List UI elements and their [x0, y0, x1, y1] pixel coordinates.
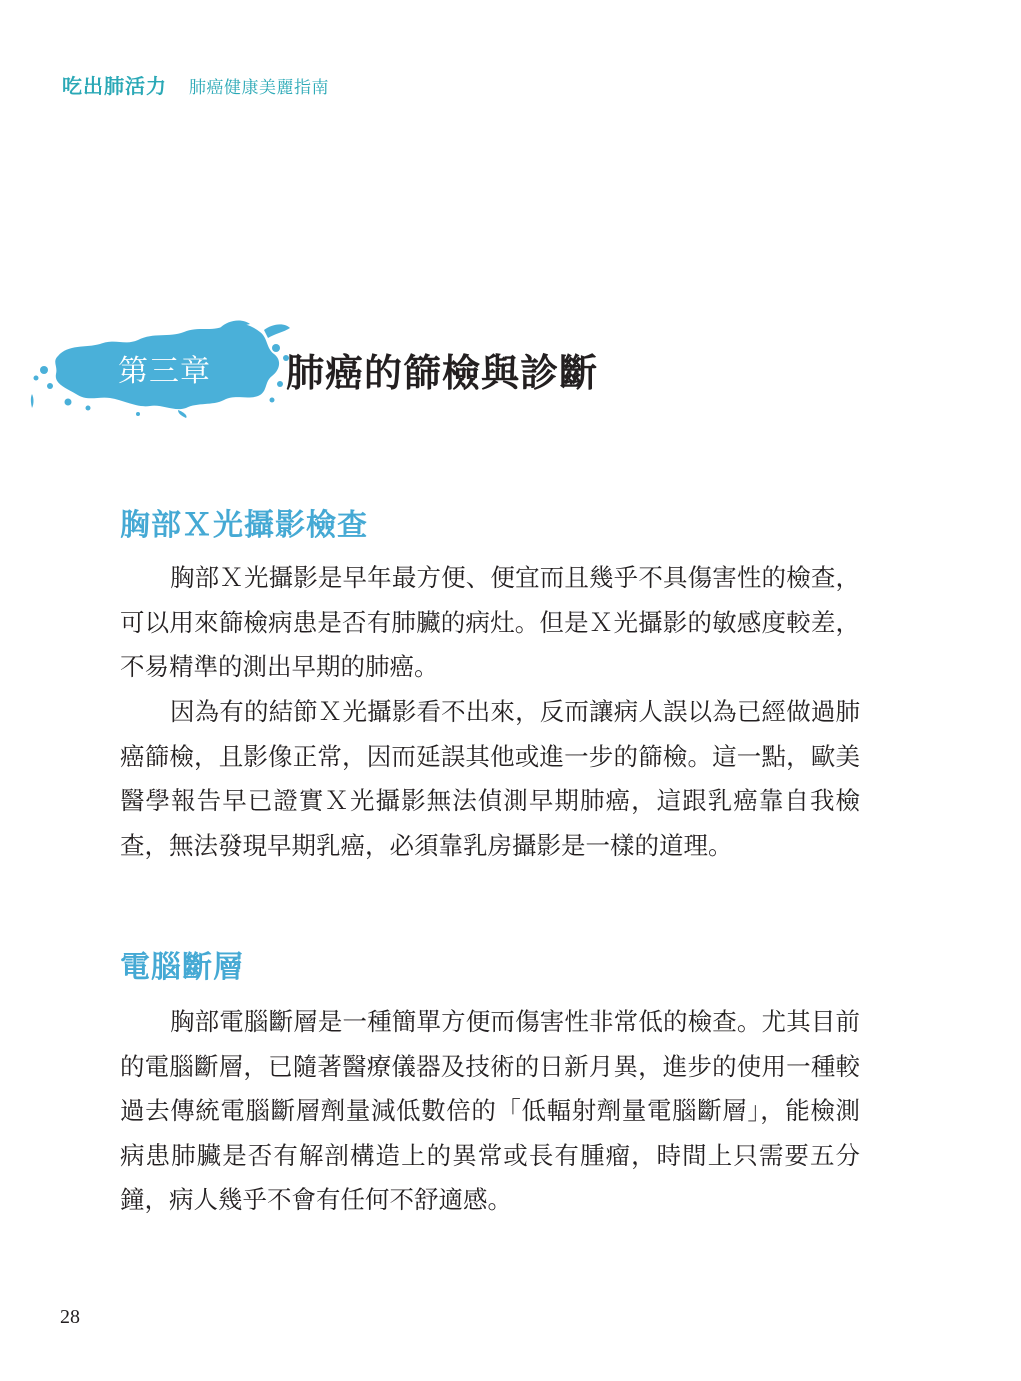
chapter-label: 第三章 — [118, 354, 211, 389]
paragraph-xray-1: 胸部Ｘ光攝影是早年最方便、便宜而且幾乎不具傷害性的檢查，可以用來篩檢病患是否有肺臟的病灶。但是Ｘ光攝影的敏感度較差，不易精準的測出早期的肺癌。 — [120, 563, 860, 681]
book-title: 吃出肺活力 — [62, 74, 167, 98]
running-header — [62, 70, 329, 98]
section-heading-chest-xray: 胸部Ｘ光攝影檢查 — [120, 508, 368, 543]
chapter-heading — [28, 318, 648, 418]
paragraph-ct-1: 胸部電腦斷層是一種簡單方便而傷害性非常低的檢查。尤其目前的電腦斷層，已隨著醫療儀器及技術的日新月異，進步的使用一種較過去傳統電腦斷層劑量減低數倍的「低輻射劑量電腦斷層」，能檢測病患肺臟是否有解剖構造上的異常或長有腫瘤，時間上只需要五分鐘，病人幾乎不會有任何不舒適感。 — [120, 1007, 860, 1214]
paragraph-xray-2: 因為有的結節Ｘ光攝影看不出來，反而讓病人誤以為已經做過肺癌篩檢，且影像正常，因而延誤其他或進一步的篩檢。這一點，歐美醫學報告早已證實Ｘ光攝影無法偵測早期肺癌，這跟乳癌靠自我檢查，無法發現早期乳癌，必須靠乳房攝影是一樣的道理。 — [120, 697, 860, 860]
chapter-title: 肺癌的篩檢與診斷 — [286, 351, 599, 395]
page-number: 28 — [60, 1306, 80, 1328]
book-subtitle: 肺癌健康美麗指南 — [189, 78, 329, 98]
section-heading-ct: 電腦斷層 — [120, 950, 244, 985]
